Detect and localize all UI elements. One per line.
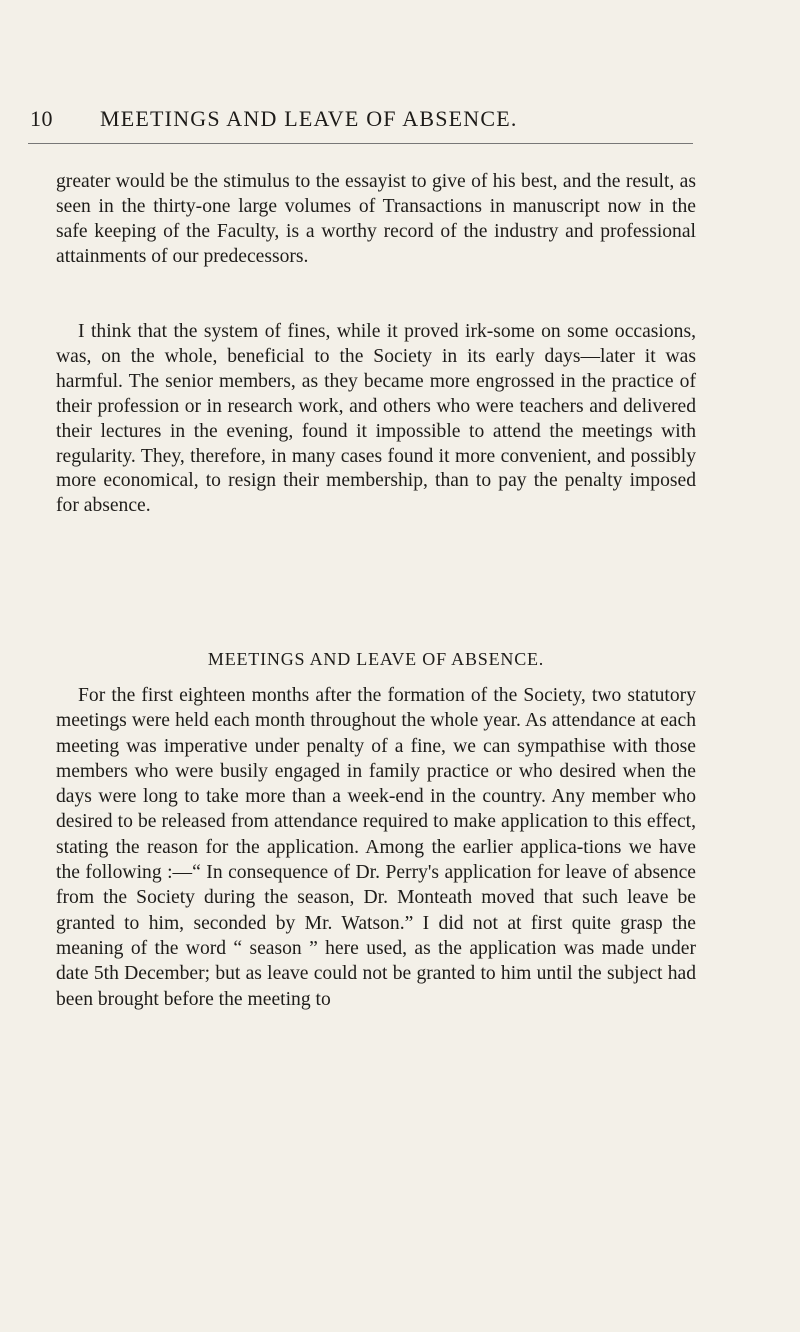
paragraph-meetings bbox=[56, 683, 696, 1012]
paragraph-meetings-text: For the first eighteen months after the formation of the Society, two statutory meetings were held each month throughout the whole year. As attendance at each meeting was imperative under penalty of a fine, we can sympathise with those members who were busily engaged in family practice or who desired when the days were long to take more than a week-end in the country. Any member who desired to be released from attendance required to make application to this effect, stating the reason for the application. Among the earlier applica-tions we have the following :—“ In consequence of Dr. Perry's application for leave of absence from the Society during the season, Dr. Monteath moved that such leave be granted to him, seconded by Mr. Watson.” I did not at first quite grasp the meaning of the word “ season ” here used, as the application was made under date 5th December; but as leave could not be granted to him until the subject had been brought before the meeting to bbox=[56, 685, 696, 1010]
paragraph-fines bbox=[56, 320, 696, 519]
header-rule bbox=[28, 143, 693, 144]
page-header bbox=[30, 106, 700, 136]
section-heading: MEETINGS AND LEAVE OF ABSENCE. bbox=[207, 649, 545, 669]
running-head: MEETINGS AND LEAVE OF ABSENCE. bbox=[100, 106, 518, 131]
page-number: 10 bbox=[30, 106, 53, 131]
paragraph-fines-text: I think that the system of fines, while it proved irk-some on some occasions, was, on the whole, beneficial to the Society in its early days—later it was harmful. The senior members, as they became more engrossed in the practice of their profession or in research work, and others who were teachers and delivered their lectures in the evening, found it impossible to attend the meetings with regularity. They, therefore, in many cases found it more convenient, and possibly more economical, to resign their membership, than to pay the penalty imposed for absence. bbox=[56, 321, 696, 517]
paragraph-continued: greater would be the stimulus to the essayist to give of his best, and the result, as seen in the thirty-one large volumes of Transactions in manuscript now in the safe keeping of the Faculty, is a worthy record of the industry and professional attainments of our predecessors. bbox=[56, 171, 696, 267]
